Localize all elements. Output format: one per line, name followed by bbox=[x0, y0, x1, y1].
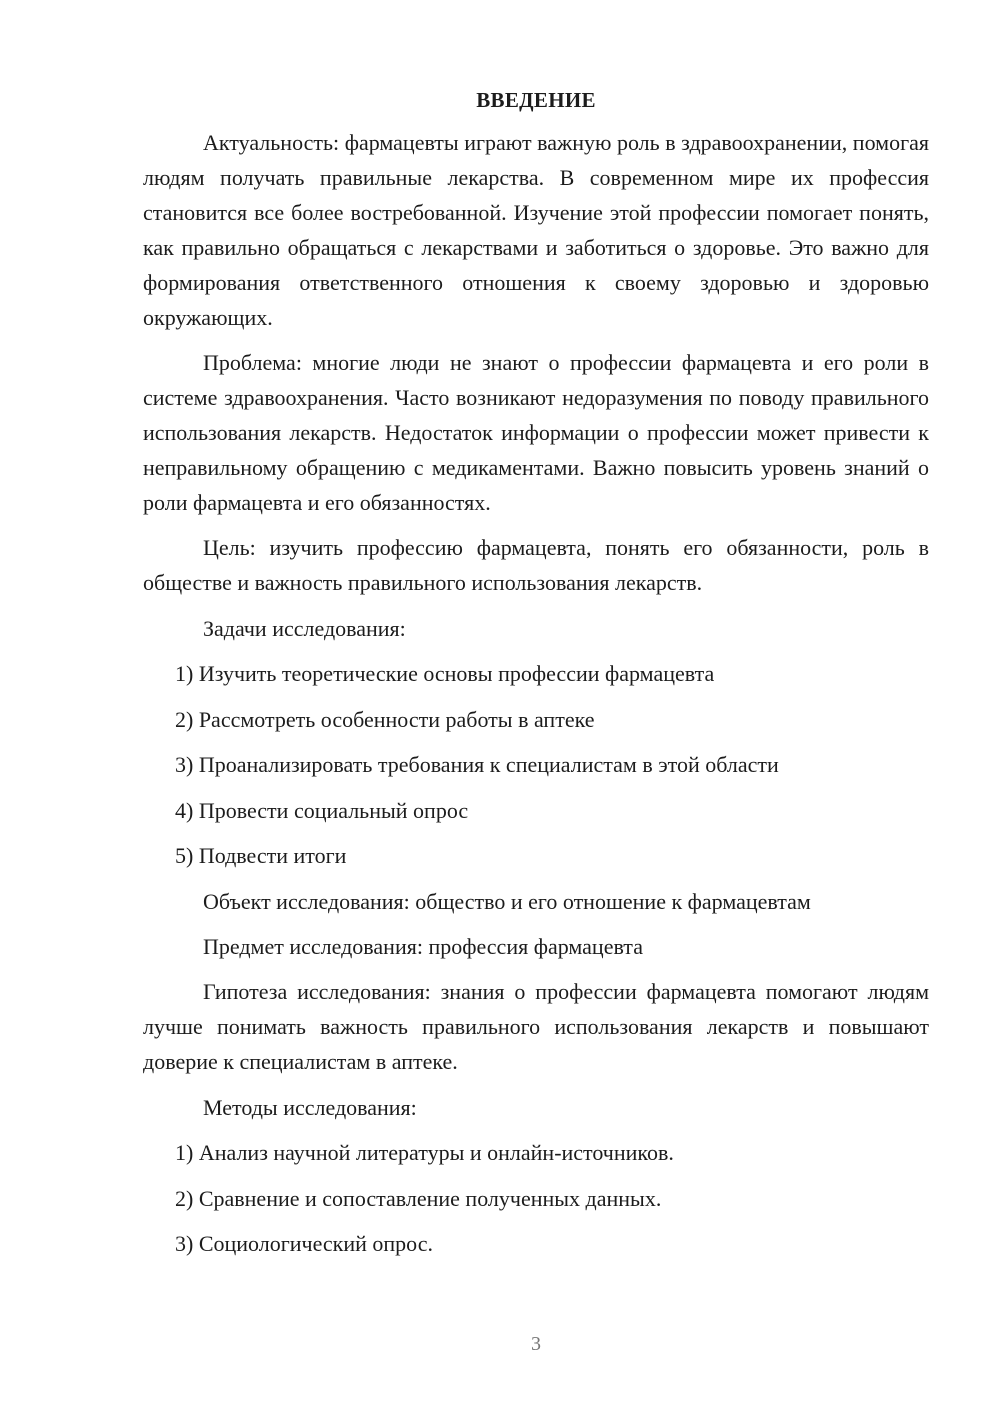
page-number: 3 bbox=[531, 1333, 541, 1355]
research-object: Объект исследования: общество и его отношение к фармацевтам bbox=[203, 888, 811, 914]
document-page bbox=[143, 88, 929, 1261]
goal-paragraph: Цель: изучить профессию фармацевта, понять его обязанности, роль в обществе и важность правильного использования лекарств. bbox=[143, 535, 929, 596]
tasks-label: Задачи исследования: bbox=[203, 615, 406, 641]
task-item-3: 3) Проанализировать требования к специалистам в этой области bbox=[175, 752, 779, 778]
task-item-1: 1) Изучить теоретические основы профессии фармацевта bbox=[175, 661, 715, 687]
methods-label: Методы исследования: bbox=[203, 1094, 417, 1120]
research-subject: Предмет исследования: профессия фармацевта bbox=[203, 934, 643, 960]
method-item-2: 2) Сравнение и сопоставление полученных данных. bbox=[175, 1185, 662, 1211]
hypothesis-paragraph: Гипотеза исследования: знания о профессии фармацевта помогают людям лучше понимать важность правильного использования лекарств и повышают доверие к специалистам в аптеке. bbox=[143, 979, 929, 1075]
problem-paragraph: Проблема: многие люди не знают о профессии фармацевта и его роли в системе здравоохранения. Часто возникают недоразумения по поводу правильного использования лекарств. Недостаток информации о профессии может привести к неправильному обращению с медикаментами. Важно повысить уровень знаний о роли фармацевта и его обязанностях. bbox=[143, 350, 929, 516]
section-title: ВВЕДЕНИЕ bbox=[476, 88, 596, 112]
task-item-2: 2) Рассмотреть особенности работы в аптеке bbox=[175, 706, 595, 732]
task-item-4: 4) Провести социальный опрос bbox=[175, 797, 469, 823]
method-item-3: 3) Социологический опрос. bbox=[175, 1231, 433, 1257]
relevance-paragraph: Актуальность: фармацевты играют важную роль в здравоохранении, помогая людям получать правильные лекарства. В современном мире их профессия становится все более востребованной. Изучение этой профессии помогает понять, как правильно обращаться с лекарствами и заботиться о здоровье. Это важно для формирования ответственного отношения к своему здоровью и здоровью окружающих. bbox=[143, 130, 929, 331]
method-item-1: 1) Анализ научной литературы и онлайн-источников. bbox=[175, 1140, 674, 1166]
task-item-5: 5) Подвести итоги bbox=[175, 843, 347, 869]
